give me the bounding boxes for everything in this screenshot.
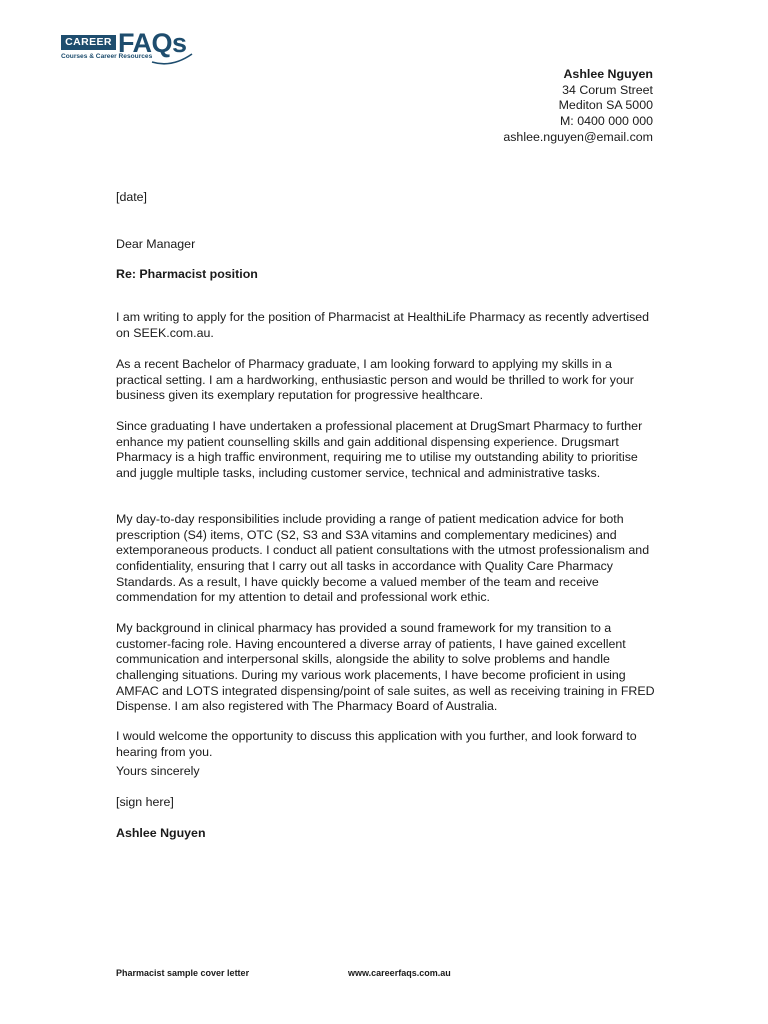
letter-closing: Yours sincerely xyxy=(116,764,200,778)
letter-paragraph: My background in clinical pharmacy has provided a sound framework for my transition to a customer-facing role. Having encountered a diverse array of patients, I have gained excellent communication and interpersonal skills, alongside the ability to solve problems and handle challenging situations. During my various work placements, I have become proficient in using AMFAC and LOTS integrated dispensing/point of sale suites, as well as receiving training in FRED Dispense. I am also registered with The Pharmacy Board of Australia. xyxy=(116,621,655,714)
letter-paragraph: Since graduating I have undertaken a professional placement at DrugSmart Pharmacy to further enhance my patient counselling skills and gain additional dispensing experience. Drugsmart Pharmacy is a high traffic environment, requiring me to utilise my outstanding ability to prioritise and juggle multiple tasks, including customer service, technical and administrative tasks. xyxy=(116,419,643,481)
letter-greeting: Dear Manager xyxy=(116,237,196,251)
logo-career-box: CAREER xyxy=(61,35,116,50)
letter-paragraph: I would welcome the opportunity to discuss this application with you further, and look forward to hearing from you. xyxy=(116,729,637,759)
sender-email: ashlee.nguyen@email.com xyxy=(503,129,653,144)
logo-faqs-text: FAQs xyxy=(118,28,187,58)
sender-name: Ashlee Nguyen xyxy=(563,67,653,81)
letter-paragraph: As a recent Bachelor of Pharmacy graduate, I am looking forward to applying my skills in a practical setting. I am a hardworking, enthusiastic person and would be thrilled to work for your business given its exemplary reputation for progressive healthcare. xyxy=(116,357,634,403)
sender-street: 34 Corum Street xyxy=(562,82,653,97)
signature-placeholder: [sign here] xyxy=(116,795,174,809)
sender-phone: M: 0400 000 000 xyxy=(559,114,653,129)
footer-title: Pharmacist sample cover letter xyxy=(116,968,250,978)
letter-date: [date] xyxy=(116,190,148,204)
careerfaqs-logo xyxy=(60,28,200,70)
sender-city: Mediton SA 5000 xyxy=(558,98,653,113)
logo-swoosh-icon xyxy=(150,52,194,68)
footer-url: www.careerfaqs.com.au xyxy=(348,968,451,978)
letter-paragraph: I am writing to apply for the position of Pharmacist at HealthiLife Pharmacy as recently advertised on SEEK.com.au. xyxy=(116,310,650,340)
letter-paragraph: My day-to-day responsibilities include providing a range of patient medication advice for both prescription (S4) items, OTC (S2, S3 and S3A vitamins and complementary medicines) and extemporaneous products. I conduct all patient consultations with the utmost professionalism and confidentiality, ensuring that I carry out all tasks in accordance with Quality Care Pharmacy Standards. As a result, I have quickly become a valued member of the team and receive commendation for my attention to detail and professional work ethic. xyxy=(116,512,650,605)
sender-address-block xyxy=(503,67,653,146)
logo-tagline: Courses & Career Resources xyxy=(61,53,153,60)
signoff-name: Ashlee Nguyen xyxy=(116,826,206,840)
letter-subject: Re: Pharmacist position xyxy=(116,267,258,281)
